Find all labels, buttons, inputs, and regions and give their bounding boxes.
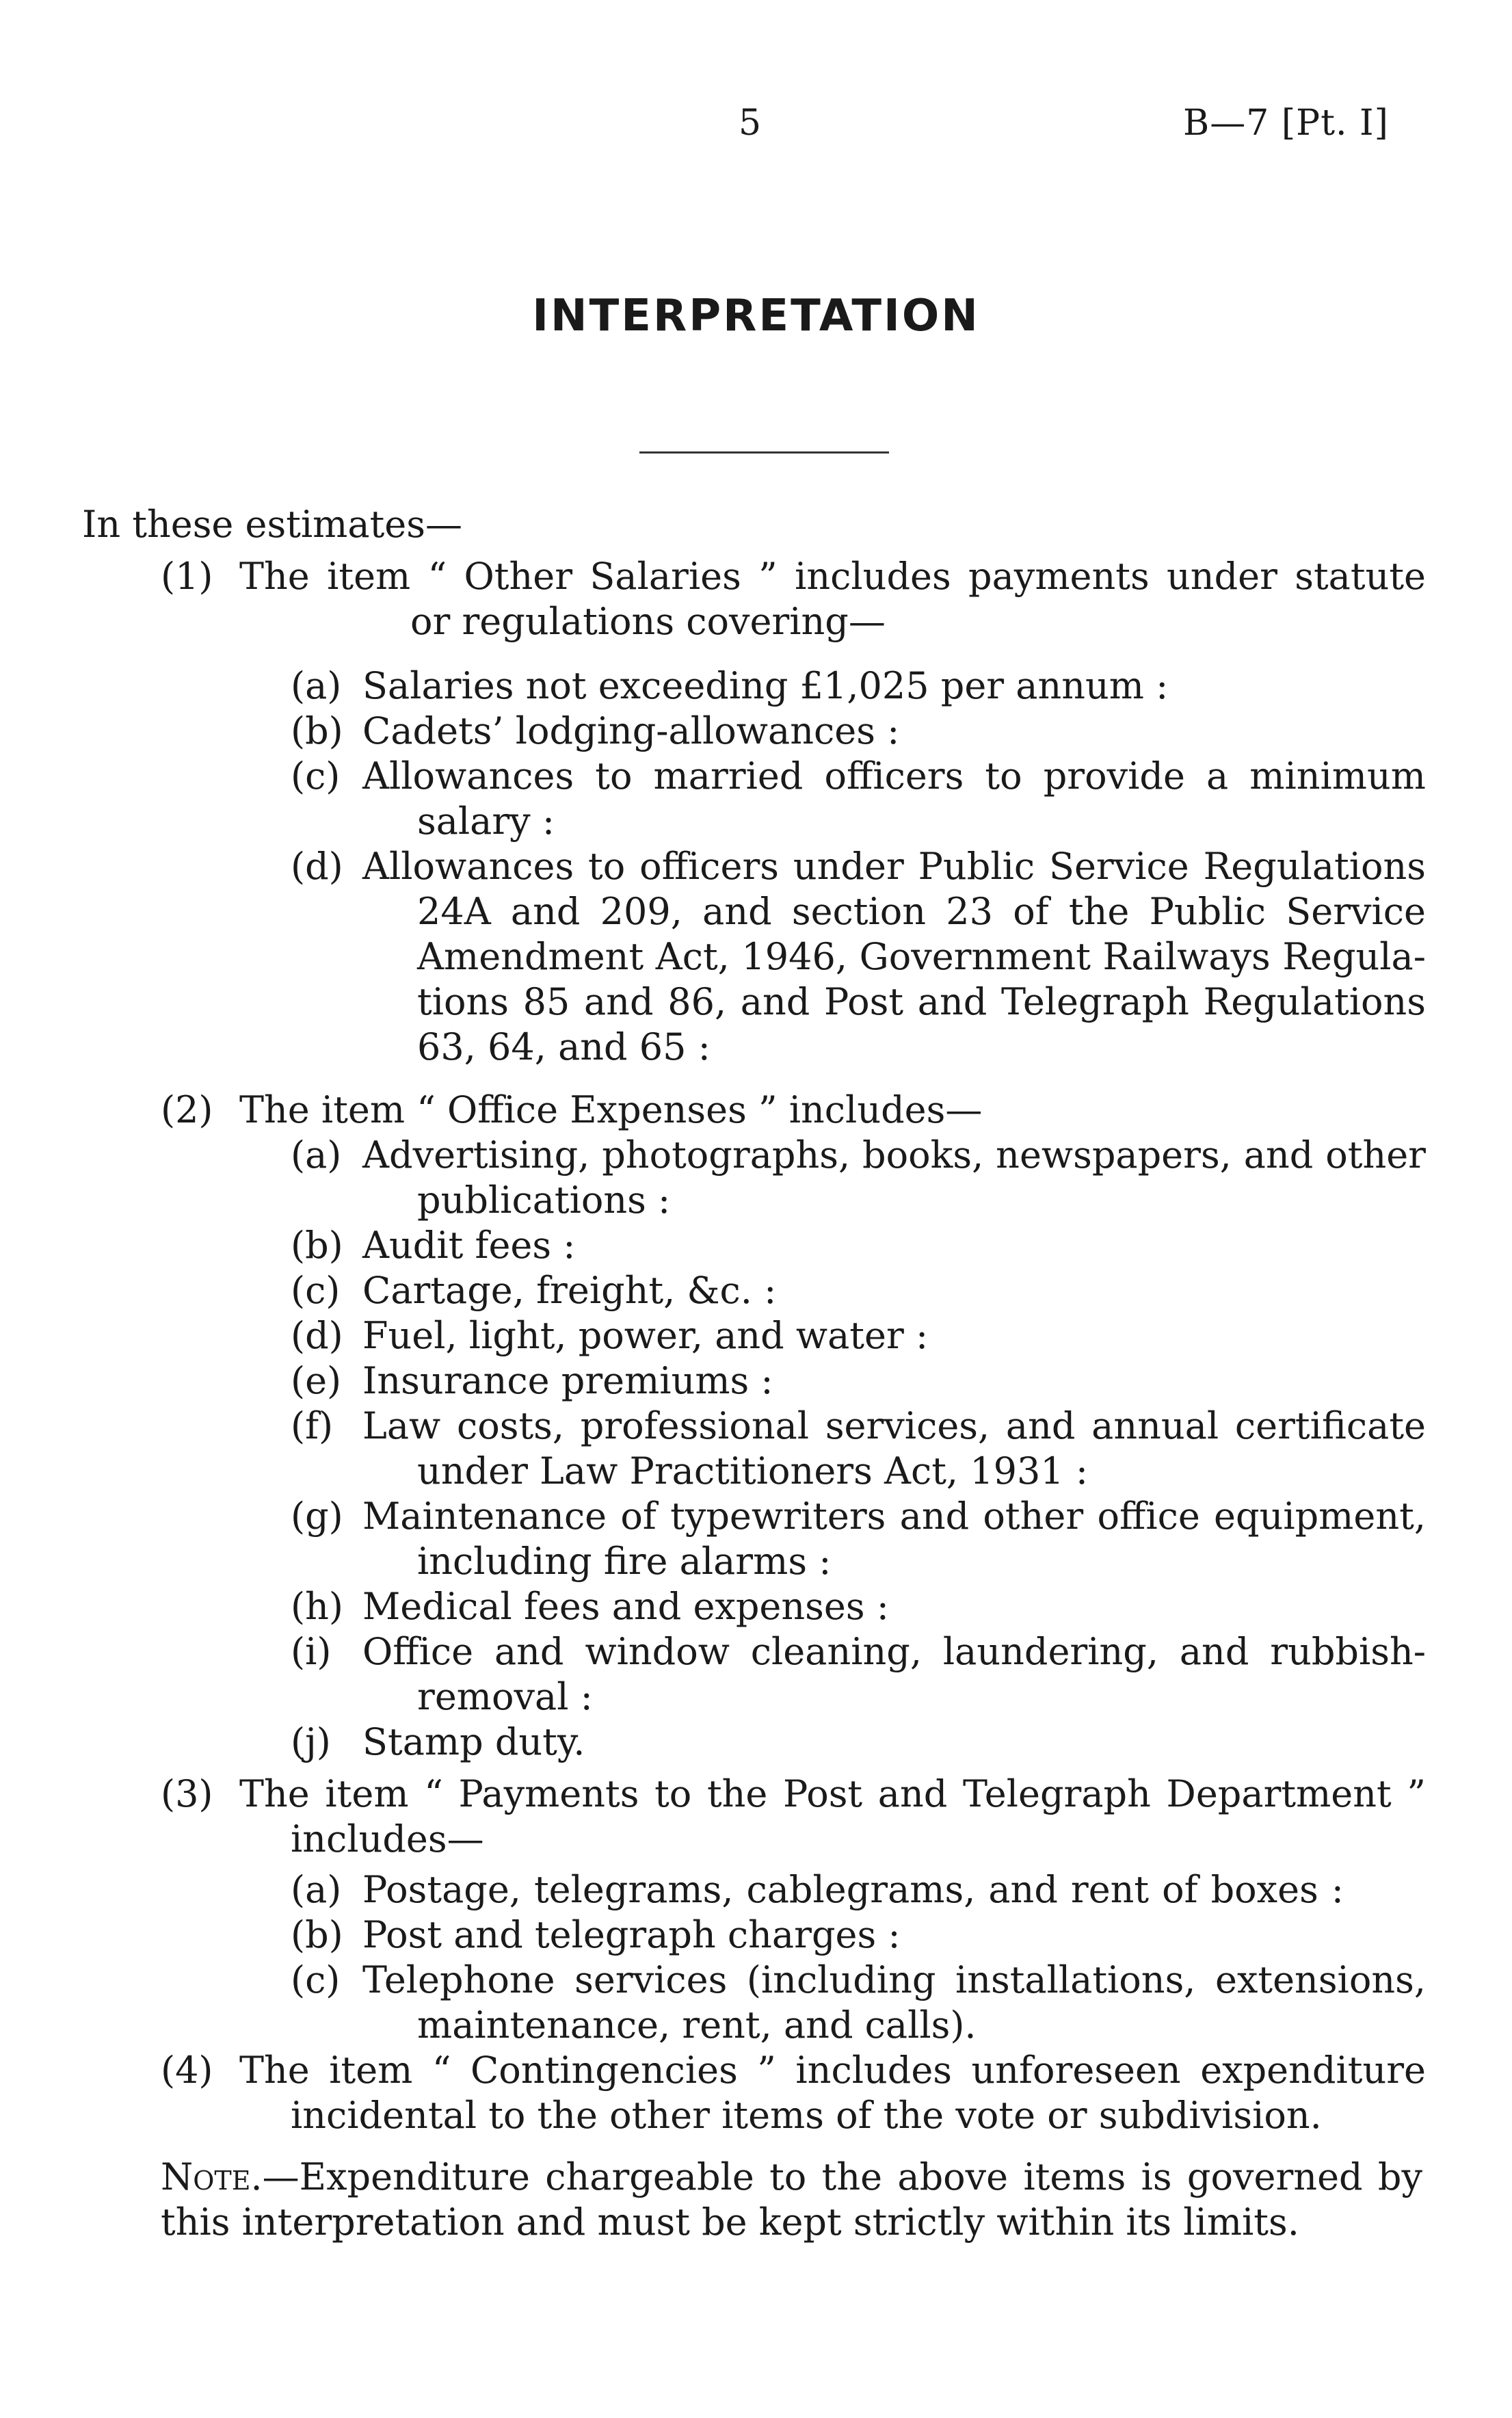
note-text: —Expenditure chargeable to the above items is governed by this interpretation and must be kept strictly within its limits. bbox=[161, 2155, 1422, 2244]
item-text: The item “ Payments to the Post and Telegraph Department ” bbox=[239, 1772, 1426, 1815]
subitem-text-cont: maintenance, rent, and calls). bbox=[417, 2003, 977, 2047]
subitem-label: (a) bbox=[291, 1133, 342, 1177]
subitem-text: Post and telegraph charges : bbox=[362, 1913, 901, 1956]
subitem-label: (b) bbox=[291, 1224, 343, 1267]
note-paragraph bbox=[82, 2155, 1422, 2245]
title-rule bbox=[639, 451, 889, 454]
subitem-text: Allowances to officers under Public Service Regulations bbox=[362, 845, 1426, 888]
subitem-label: (c) bbox=[291, 754, 341, 798]
page-title: INTERPRETATION bbox=[532, 291, 980, 341]
item-text: The item “ Other Salaries ” includes payments under statute bbox=[239, 555, 1426, 598]
subitem-text-cont: publications : bbox=[417, 1179, 671, 1222]
intro-text: In these estimates— bbox=[82, 503, 462, 546]
item-text-cont: incidental to the other items of the vote or subdivision. bbox=[291, 2094, 1322, 2137]
subitem-text: Office and window cleaning, laundering, and rubbish- bbox=[362, 1630, 1426, 1673]
subitem-text-cont: Amendment Act, 1946, Government Railways Regula- bbox=[417, 935, 1426, 978]
subitem-label: (h) bbox=[291, 1585, 343, 1628]
item-text: The item “ Contingencies ” includes unforeseen expenditure bbox=[239, 2049, 1426, 2092]
subitem-text: Telephone services (including installations, extensions, bbox=[362, 1958, 1426, 2001]
subitem-label: (g) bbox=[291, 1495, 343, 1538]
subitem-text: Cadets’ lodging-allowances : bbox=[362, 709, 900, 752]
subitem-text-cont: salary : bbox=[417, 800, 555, 843]
document-reference: B—7 [Pt. I] bbox=[1183, 103, 1389, 144]
subitem-text: Postage, telegrams, cablegrams, and rent of boxes : bbox=[362, 1868, 1344, 1911]
subitem-text-cont: 63, 64, and 65 : bbox=[417, 1025, 711, 1068]
subitem-text: Stamp duty. bbox=[362, 1720, 585, 1763]
subitem-label: (a) bbox=[291, 1868, 342, 1911]
subitem-label: (f) bbox=[291, 1404, 334, 1447]
item-label: (3) bbox=[161, 1772, 213, 1815]
subitem-label: (d) bbox=[291, 845, 343, 888]
subitem-label: (c) bbox=[291, 1269, 341, 1312]
subitem-text: Medical fees and expenses : bbox=[362, 1585, 889, 1628]
subitem-text-cont: tions 85 and 86, and Post and Telegraph Regulations bbox=[417, 980, 1426, 1023]
subitem-text: Fuel, light, power, and water : bbox=[362, 1314, 929, 1357]
subitem-text: Audit fees : bbox=[362, 1224, 576, 1267]
item-text-cont: includes— bbox=[291, 1817, 484, 1861]
subitem-text: Maintenance of typewriters and other office equipment, bbox=[362, 1495, 1426, 1538]
page-number: 5 bbox=[739, 103, 762, 144]
item-label: (4) bbox=[161, 2049, 213, 2092]
subitem-label: (e) bbox=[291, 1359, 342, 1402]
subitem-label: (d) bbox=[291, 1314, 343, 1357]
subitem-text: Law costs, professional services, and annual certificate bbox=[362, 1404, 1426, 1447]
subitem-text: Cartage, freight, &c. : bbox=[362, 1269, 777, 1312]
subitem-text: Salaries not exceeding £1,025 per annum : bbox=[362, 664, 1169, 707]
subitem-label: (c) bbox=[291, 1958, 341, 2001]
note-heading: Note. bbox=[161, 2155, 263, 2198]
subitem-text-cont: under Law Practitioners Act, 1931 : bbox=[417, 1449, 1089, 1493]
subitem-text-cont: 24A and 209, and section 23 of the Public Service bbox=[417, 890, 1426, 933]
subitem-text-cont: removal : bbox=[417, 1675, 593, 1718]
item-label: (1) bbox=[161, 555, 213, 598]
subitem-label: (b) bbox=[291, 709, 343, 752]
subitem-label: (i) bbox=[291, 1630, 332, 1673]
item-label: (2) bbox=[161, 1088, 213, 1131]
item-text-cont: or regulations covering— bbox=[410, 600, 886, 643]
subitem-label: (b) bbox=[291, 1913, 343, 1956]
subitem-text: Insurance premiums : bbox=[362, 1359, 773, 1402]
subitem-label: (j) bbox=[291, 1720, 331, 1763]
subitem-label: (a) bbox=[291, 664, 342, 707]
subitem-text: Allowances to married officers to provide a minimum bbox=[362, 754, 1426, 798]
item-text: The item “ Office Expenses ” includes— bbox=[239, 1088, 983, 1131]
subitem-text-cont: including fire alarms : bbox=[417, 1540, 832, 1583]
subitem-text: Advertising, photographs, books, newspapers, and other bbox=[362, 1133, 1426, 1177]
